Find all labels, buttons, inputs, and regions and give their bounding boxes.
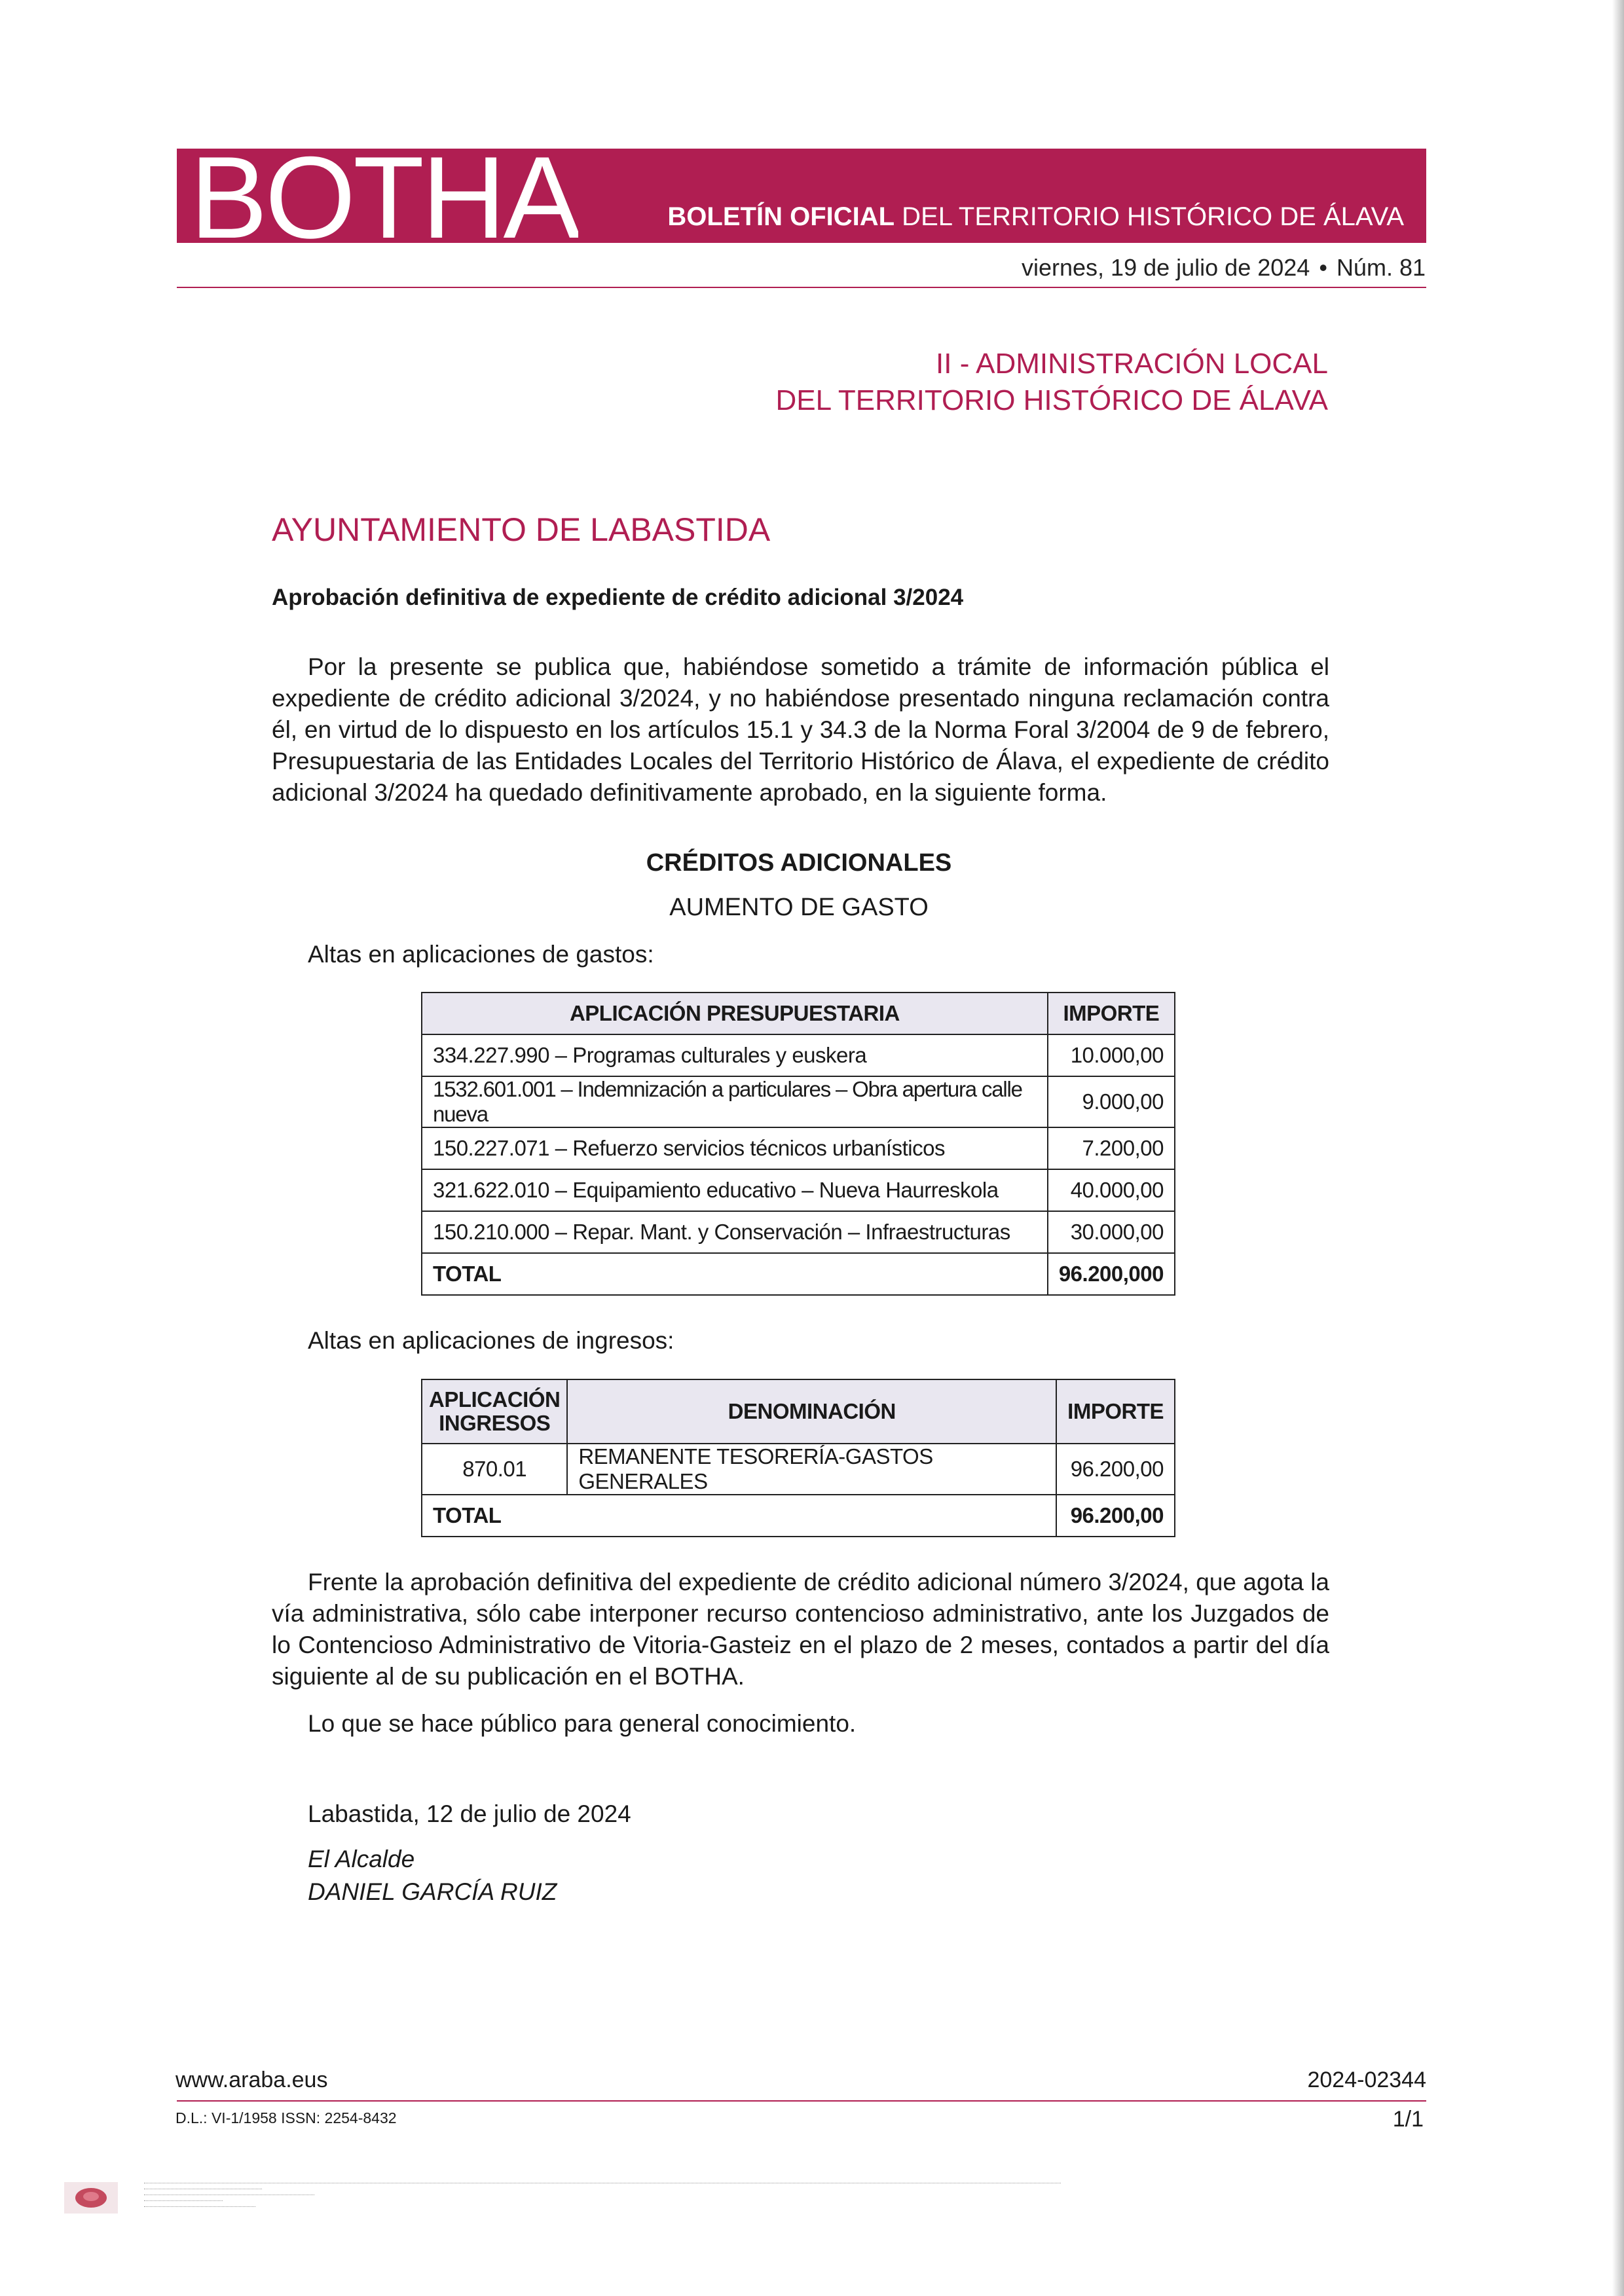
- appeal-paragraph-text: Frente la aprobación definitiva del expediente de crédito adicional número 3/2024, que agota la vía administrativa, sólo cabe interponer recurso contencioso administrativo, ante los Juzgados de lo Contencioso Administrativo de Vitoria-Gasteiz en el plazo de 2 meses, contados a partir del día siguiente al de su publicación en el BOTHA.: [272, 1569, 1329, 1690]
- row-description: 150.210.000 – Repar. Mant. y Conservación – Infraestructuras: [422, 1211, 1048, 1253]
- table-row: [422, 1127, 1175, 1169]
- legal-deposit: D.L.: VI-1/1958 ISSN: 2254-8432: [175, 2109, 397, 2126]
- expense-heading: AUMENTO DE GASTO: [669, 894, 929, 921]
- credits-heading: CRÉDITOS ADICIONALES: [646, 849, 952, 877]
- botha-logo: BOTHA: [190, 139, 579, 243]
- footer-rule: [177, 2100, 1426, 2102]
- header-denomination: DENOMINACIÓN: [567, 1379, 1056, 1444]
- signatory-role: El Alcalde: [308, 1846, 415, 1872]
- signatory-name: DANIEL GARCÍA RUIZ: [308, 1878, 557, 1905]
- issue-number: Núm. 81: [1336, 254, 1426, 281]
- row-amount: 96.200,00: [1056, 1444, 1175, 1495]
- issue-date: viernes, 19 de julio de 2024: [1022, 254, 1310, 281]
- row-amount: 7.200,00: [1048, 1127, 1175, 1169]
- public-notice: Lo que se hace público para general conocimiento.: [308, 1710, 857, 1737]
- row-amount: 10.000,00: [1048, 1034, 1175, 1076]
- table-header-row: [422, 993, 1175, 1034]
- total-label: TOTAL: [422, 1253, 1048, 1295]
- row-amount: 30.000,00: [1048, 1211, 1175, 1253]
- total-amount: 96.200,00: [1056, 1495, 1175, 1537]
- bullet-separator: •: [1319, 254, 1327, 281]
- total-amount: 96.200,000: [1048, 1253, 1175, 1295]
- bulletin-title: [667, 202, 1404, 232]
- table-header-row: [422, 1379, 1175, 1444]
- header-amount: IMPORTE: [1048, 993, 1175, 1034]
- document-title: Aprobación definitiva de expediente de crédito adicional 3/2024: [272, 585, 964, 610]
- row-description: 150.227.071 – Refuerzo servicios técnicos urbanísticos: [422, 1127, 1048, 1169]
- expenses-label: Altas en aplicaciones de gastos:: [308, 941, 654, 968]
- section-line-2: DEL TERRITORIO HISTÓRICO DE ÁLAVA: [775, 384, 1328, 416]
- intro-paragraph-text: Por la presente se publica que, habiéndose sometido a trámite de información pública el expediente de crédito adicional 3/2024, y no habiéndose presentado ninguna reclamación contra él, en virtud de lo dispuesto en los artículos 15.1 y 34.3 de la Norma Foral 3/2004 de 9 de febrero, Presupuestaria de las Entidades Locales del Territorio Histórico de Álava, el expediente de crédito adicional 3/2024 ha quedado definitivamente aprobado, en la siguiente forma.: [272, 653, 1329, 806]
- header-rule: [177, 287, 1426, 288]
- header-income-application: APLICACIÓN INGRESOS: [422, 1379, 567, 1444]
- appeal-paragraph: [272, 1567, 1329, 1692]
- intro-paragraph: [272, 651, 1329, 809]
- row-description: 321.622.010 – Equipamiento educativo – Nueva Haurreskola: [422, 1169, 1048, 1211]
- header-budget-application: APLICACIÓN PRESUPUESTARIA: [422, 993, 1048, 1034]
- organization-name: AYUNTAMIENTO DE LABASTIDA: [272, 511, 771, 548]
- row-income-code: 870.01: [422, 1444, 567, 1495]
- header-amount: IMPORTE: [1056, 1379, 1175, 1444]
- table-total-row: [422, 1253, 1175, 1295]
- table-total-row: [422, 1495, 1175, 1537]
- signature-block: [308, 1843, 557, 1908]
- page-edge-shadow: [1612, 0, 1624, 2296]
- certificate-fine-print: [144, 2180, 1061, 2212]
- section-line-1: II - ADMINISTRACIÓN LOCAL: [936, 348, 1328, 380]
- place-date: Labastida, 12 de julio de 2024: [308, 1800, 631, 1827]
- row-amount: 9.000,00: [1048, 1076, 1175, 1127]
- table-row: [422, 1169, 1175, 1211]
- table-row: [422, 1076, 1175, 1127]
- table-row: [422, 1211, 1175, 1253]
- page-number: 1/1: [1392, 2107, 1424, 2132]
- row-description: 334.227.990 – Programas culturales y euskera: [422, 1034, 1048, 1076]
- bulletin-title-bold: BOLETÍN OFICIAL: [667, 202, 895, 231]
- electronic-seal-icon: [64, 2182, 118, 2214]
- row-description: 1532.601.001 – Indemnización a particulares – Obra apertura calle nueva: [422, 1076, 1048, 1127]
- table-row: [422, 1034, 1175, 1076]
- section-heading: [776, 346, 1329, 419]
- masthead-banner: [177, 139, 1426, 243]
- income-table: [421, 1379, 1175, 1537]
- row-denomination: REMANENTE TESORERÍA-GASTOS GENERALES: [567, 1444, 1056, 1495]
- footer-reference: 2024-02344: [1307, 2068, 1426, 2092]
- expenses-table: [421, 992, 1175, 1296]
- footer-website: www.araba.eus: [175, 2068, 328, 2092]
- income-label: Altas en aplicaciones de ingresos:: [308, 1327, 674, 1354]
- table-row: [422, 1444, 1175, 1495]
- issue-date-line: [1022, 254, 1426, 282]
- total-label: TOTAL: [422, 1495, 1056, 1537]
- row-amount: 40.000,00: [1048, 1169, 1175, 1211]
- bulletin-title-rest: DEL TERRITORIO HISTÓRICO DE ÁLAVA: [895, 202, 1404, 231]
